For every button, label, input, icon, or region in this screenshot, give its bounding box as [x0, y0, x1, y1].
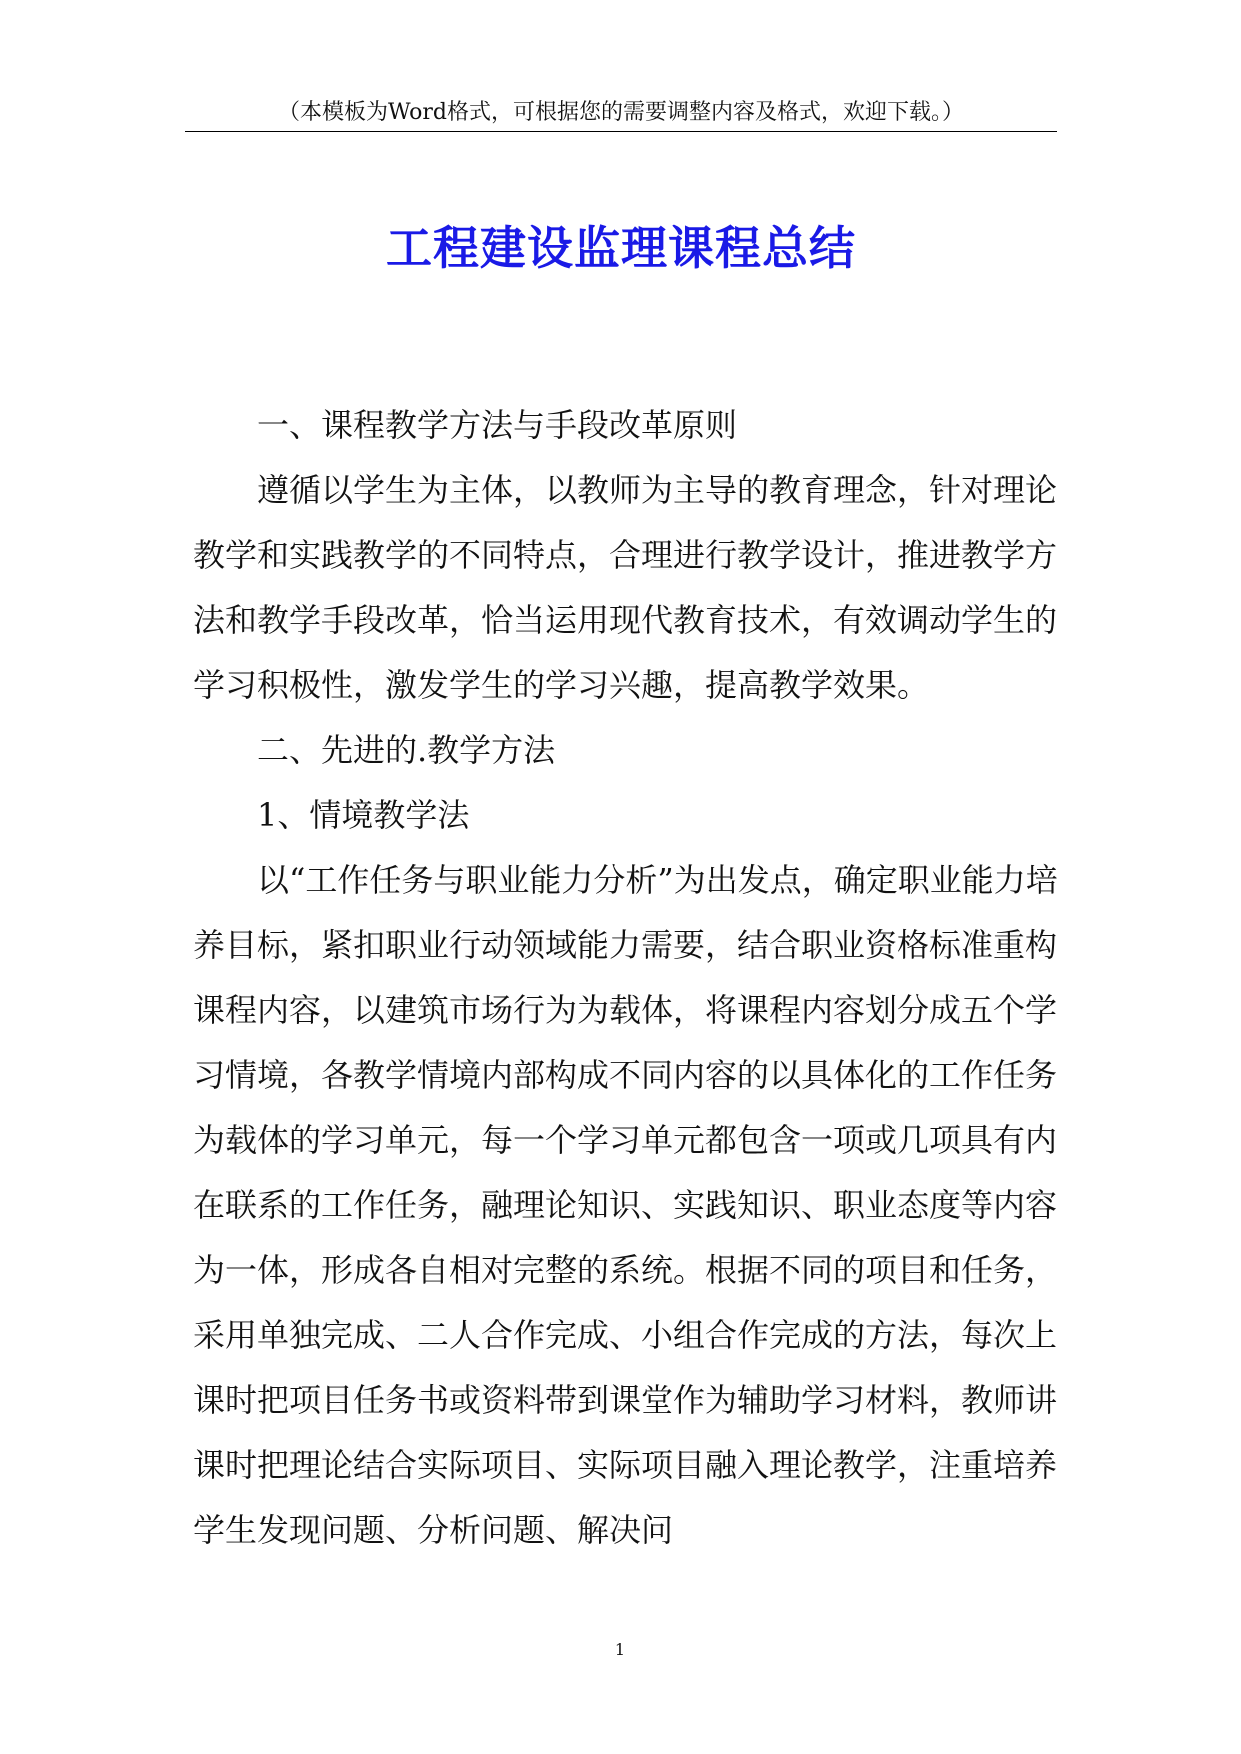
- header-note: （本模板为Word格式，可根据您的需要调整内容及格式，欢迎下载。）: [278, 100, 964, 125]
- document-body: [193, 393, 1073, 1563]
- header-divider: [185, 131, 1057, 132]
- section-heading-2: 二、先进的.教学方法: [257, 731, 556, 769]
- paragraph-principles: 遵循以学生为主体，以教师为主导的教育理念，针对理论教学和实践教学的不同特点，合理进行教学设计，推进教学方法和教学手段改革，恰当运用现代教育技术，有效调动学生的学习积极性，激发学生的学习兴趣，提高教学效果。: [193, 471, 1058, 704]
- subsection-heading-1: 1、情境教学法: [257, 796, 470, 834]
- document-title: 工程建设监理课程总结: [386, 221, 856, 275]
- paragraph-situational-teaching: 以“工作任务与职业能力分析”为出发点，确定职业能力培养目标，紧扣职业行动领域能力需要，结合职业资格标准重构课程内容，以建筑市场行为为载体，将课程内容划分成五个学习情境，各教学情境内部构成不同内容的以具体化的工作任务为载体的学习单元，每一个学习单元都包含一项或几项具有内在联系的工作任务，融理论知识、实践知识、职业态度等内容为一体，形成各自相对完整的系统。根据不同的项目和任务，采用单独完成、二人合作完成、小组合作完成的方法，每次上课时把项目任务书或资料带到课堂作为辅助学习材料，教师讲课时把理论结合实际项目、实际项目融入理论教学，注重培养学生发现问题、分析问题、解决问: [193, 861, 1058, 1549]
- page-number: 1: [614, 1640, 626, 1659]
- section-heading-1: 一、课程教学方法与手段改革原则: [257, 406, 738, 444]
